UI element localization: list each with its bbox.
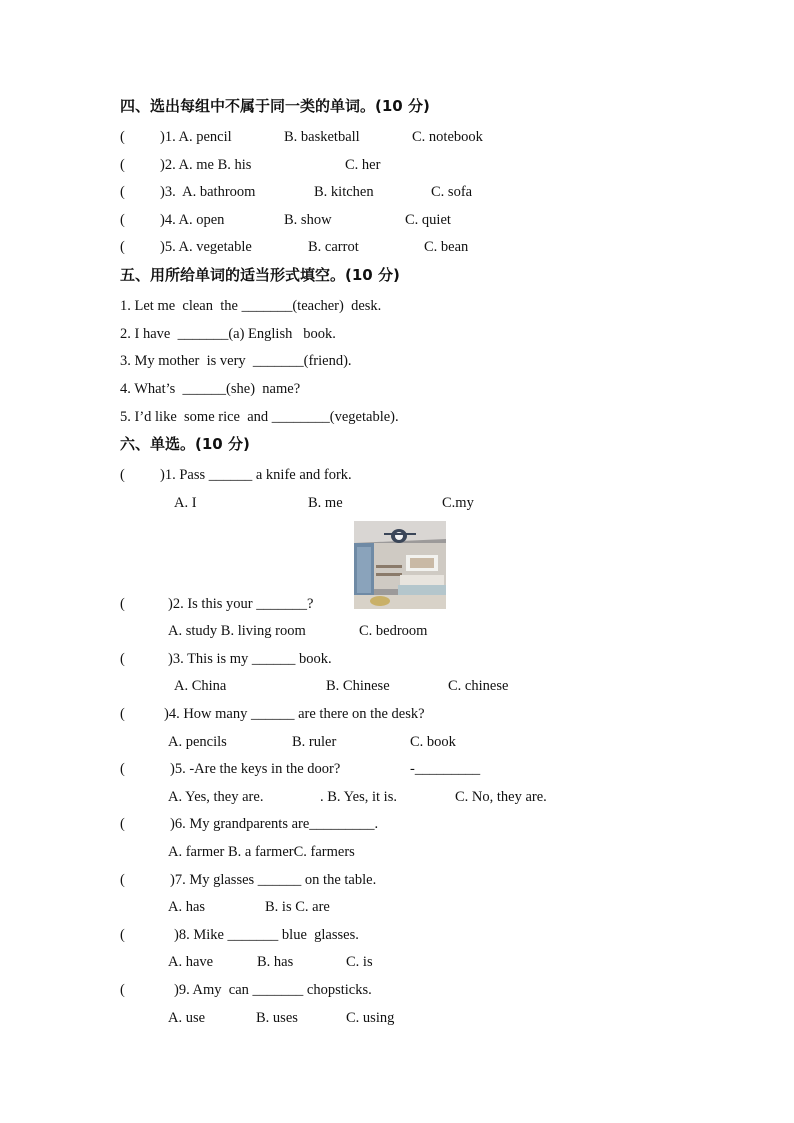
- s5-item-5: 5. I’d like some rice and ________(vegetable).: [120, 409, 399, 425]
- answer-paren: (: [120, 212, 125, 228]
- question-text: )2. Is this your _______?: [168, 596, 314, 612]
- option-a: )1. A. pencil: [160, 129, 232, 145]
- question-text: )7. My glasses ______ on the table.: [170, 872, 377, 888]
- s5-item-4: 4. What’s ______(she) name?: [120, 381, 301, 397]
- option-b: B. carrot: [308, 239, 359, 255]
- option-b: B. is C. are: [265, 899, 330, 915]
- option-c: C. notebook: [412, 129, 483, 145]
- option-c: C. bedroom: [359, 623, 428, 639]
- section-6-heading: 六、单选。(10 分): [120, 435, 250, 453]
- option-a: )2. A. me B. his: [160, 157, 252, 173]
- bedroom-image: [354, 521, 446, 609]
- option-a: A. has: [168, 899, 206, 915]
- option-b: B. ruler: [292, 734, 337, 750]
- option-b: B. Chinese: [326, 678, 390, 694]
- answer-paren: (: [120, 706, 125, 722]
- answer-paren: (: [120, 927, 125, 943]
- option-b: B. kitchen: [314, 184, 374, 200]
- option-c: C. book: [410, 734, 456, 750]
- option-b: . B. Yes, it is.: [320, 789, 397, 805]
- section-5-heading: 五、用所给单词的适当形式填空。(10 分): [120, 266, 400, 284]
- option-b: B. uses: [256, 1010, 298, 1026]
- option-b: B. basketball: [284, 129, 360, 145]
- option-a: )5. A. vegetable: [160, 239, 252, 255]
- option-a: A. China: [174, 678, 227, 694]
- option-a: A. have: [168, 954, 214, 970]
- answer-paren: (: [120, 596, 125, 612]
- section-4-heading: 四、选出每组中不属于同一类的单词。(10 分): [120, 97, 430, 115]
- answer-paren: (: [120, 761, 125, 777]
- answer-paren: (: [120, 651, 125, 667]
- s5-item-2: 2. I have _______(a) English book.: [120, 326, 336, 342]
- option-b: B. me: [308, 495, 343, 511]
- answer-paren: (: [120, 184, 125, 200]
- question-text: )8. Mike _______ blue glasses.: [174, 927, 359, 943]
- s6-q1-options: [120, 494, 474, 566]
- option-c: C. using: [346, 1010, 395, 1026]
- answer-blank: -_________: [410, 761, 481, 777]
- question-text: )5. -Are the keys in the door?: [170, 761, 341, 777]
- option-c: C. her: [345, 157, 381, 173]
- option-a: A. farmer B. a farmerC. farmers: [168, 844, 355, 860]
- option-b: B. has: [257, 954, 294, 970]
- question-text: )3. This is my ______ book.: [168, 651, 332, 667]
- question-text: )1. Pass ______ a knife and fork.: [160, 467, 352, 483]
- option-a: A. use: [168, 1010, 206, 1026]
- s5-item-3: 3. My mother is very _______(friend).: [120, 353, 352, 369]
- answer-paren: (: [120, 239, 125, 255]
- option-c: C. quiet: [405, 212, 451, 228]
- option-c: C. bean: [424, 239, 469, 255]
- question-text: )6. My grandparents are_________.: [170, 816, 379, 832]
- bedroom-photo: [354, 521, 446, 609]
- option-c: C. chinese: [448, 678, 509, 694]
- answer-paren: (: [120, 872, 125, 888]
- s6-q9-options: [120, 1009, 395, 1081]
- answer-paren: (: [120, 816, 125, 832]
- answer-paren: (: [120, 129, 125, 145]
- option-a: )3. A. bathroom: [160, 184, 256, 200]
- s5-item-1: 1. Let me clean the _______(teacher) desk.: [120, 298, 382, 314]
- option-a: A. pencils: [168, 734, 227, 750]
- answer-paren: (: [120, 467, 125, 483]
- answer-paren: (: [120, 982, 125, 998]
- option-a: A. I: [174, 495, 197, 511]
- option-a: )4. A. open: [160, 212, 225, 228]
- question-text: )4. How many ______ are there on the desk?: [164, 706, 425, 722]
- option-b: B. show: [284, 212, 332, 228]
- option-c: C. is: [346, 954, 373, 970]
- option-c: C. sofa: [431, 184, 473, 200]
- option-c: C. No, they are.: [455, 789, 547, 805]
- answer-paren: (: [120, 157, 125, 173]
- option-a: A. study B. living room: [168, 623, 306, 639]
- question-text: )9. Amy can _______ chopsticks.: [174, 982, 372, 998]
- option-a: A. Yes, they are.: [168, 789, 264, 805]
- option-c: C.my: [442, 495, 474, 511]
